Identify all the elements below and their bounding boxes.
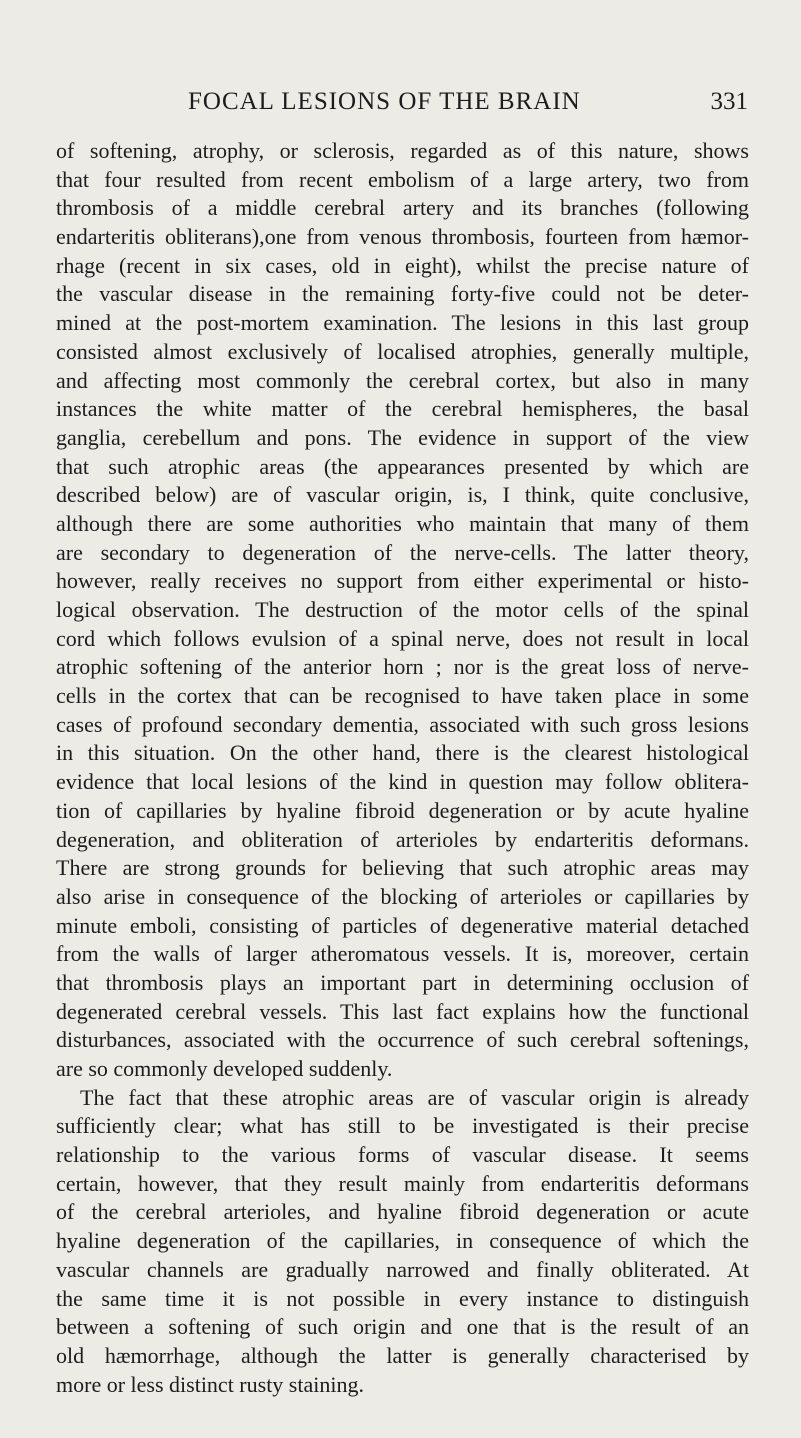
text-line: although there are some authorities who maintain that many of them: [56, 510, 749, 536]
text-line: of the cerebral arterioles, and hyaline fibroid degeneration or acute: [56, 1199, 749, 1225]
text-line: There are strong grounds for believing that such atrophic areas may: [56, 855, 749, 881]
text-line: instances the white matter of the cerebral hemispheres, the basal: [56, 396, 749, 422]
text-line: of softening, atrophy, or sclerosis, regarded as of this nature, shows: [56, 138, 749, 163]
text-line: hyaline degeneration of the capillaries, in consequence of which the: [56, 1228, 749, 1254]
text-line: cases of profound secondary dementia, associated with such gross lesions: [56, 711, 749, 737]
text-line: cord which follows evulsion of a spinal nerve, does not result in local: [56, 625, 749, 651]
text-line: degenerated cerebral vessels. This last fact explains how the functional: [56, 998, 749, 1024]
text-line: described below) are of vascular origin, is, I think, quite conclusive,: [56, 482, 749, 508]
text-line: consisted almost exclusively of localised atrophies, generally multiple,: [56, 338, 749, 364]
text-line: between a softening of such origin and one that is the result of an: [56, 1314, 749, 1340]
page-number: 331: [710, 88, 748, 115]
text-line: atrophic softening of the anterior horn ; nor is the great loss of nerve-: [56, 654, 749, 680]
text-line: that thrombosis plays an important part in determining occlusion of: [56, 969, 749, 995]
text-line-paragraph-end: more or less distinct rusty staining.: [56, 1371, 364, 1397]
text-line: the same time it is not possible in every instance to distinguish: [56, 1285, 749, 1311]
text-line: evidence that local lesions of the kind in question may follow oblitera-: [56, 769, 749, 795]
text-line: that four resulted from recent embolism of a large artery, two from: [56, 166, 749, 192]
text-line: that such atrophic areas (the appearances presented by which are: [56, 453, 749, 479]
text-line: thrombosis of a middle cerebral artery and its branches (following: [56, 195, 749, 221]
text-line: from the walls of larger atheromatous vessels. It is, moreover, certain: [56, 941, 749, 967]
text-line: rhage (recent in six cases, old in eight), whilst the precise nature of: [56, 252, 749, 278]
text-line: are secondary to degeneration of the nerve-cells. The latter theory,: [56, 539, 749, 565]
text-line: however, really receives no support from either experimental or histo-: [56, 568, 749, 594]
text-line: ganglia, cerebellum and pons. The evidence in support of the view: [56, 424, 749, 450]
text-line: old hæmorrhage, although the latter is generally characterised by: [56, 1342, 749, 1368]
text-line: mined at the post-mortem examination. The lesions in this last group: [56, 310, 749, 336]
text-line: minute emboli, consisting of particles of degenerative material detached: [56, 912, 749, 938]
text-line: endarteritis obliterans),one from venous thrombosis, fourteen from hæmor-: [56, 224, 749, 250]
text-line: vascular channels are gradually narrowed and finally obliterated. At: [56, 1256, 749, 1282]
body-text: [56, 137, 749, 1399]
text-line: logical observation. The destruction of the motor cells of the spinal: [56, 597, 749, 622]
text-line-paragraph-end: are so commonly developed suddenly.: [56, 1056, 393, 1081]
page-header: [188, 88, 748, 128]
text-line: cells in the cortex that can be recognised to have taken place in some: [56, 683, 749, 709]
text-line: also arise in consequence of the blocking of arterioles or capillaries by: [56, 883, 749, 909]
running-head: FOCAL LESIONS OF THE BRAIN: [188, 88, 581, 115]
text-line: the vascular disease in the remaining forty-five could not be deter-: [56, 281, 749, 307]
text-line: and affecting most commonly the cerebral cortex, but also in many: [56, 367, 749, 393]
text-line-paragraph-start: The fact that these atrophic areas are of vascular origin is already: [80, 1084, 749, 1110]
text-line: sufficiently clear; what has still to be investigated is their precise: [56, 1113, 749, 1139]
text-line: in this situation. On the other hand, there is the clearest histological: [56, 740, 749, 766]
text-line: disturbances, associated with the occurrence of such cerebral softenings,: [56, 1027, 749, 1053]
text-line: tion of capillaries by hyaline fibroid degeneration or by acute hyaline: [56, 797, 749, 823]
text-line: certain, however, that they result mainly from endarteritis deformans: [56, 1170, 749, 1196]
text-line: relationship to the various forms of vascular disease. It seems: [56, 1142, 749, 1168]
text-line: degeneration, and obliteration of arterioles by endarteritis deformans.: [56, 826, 749, 852]
